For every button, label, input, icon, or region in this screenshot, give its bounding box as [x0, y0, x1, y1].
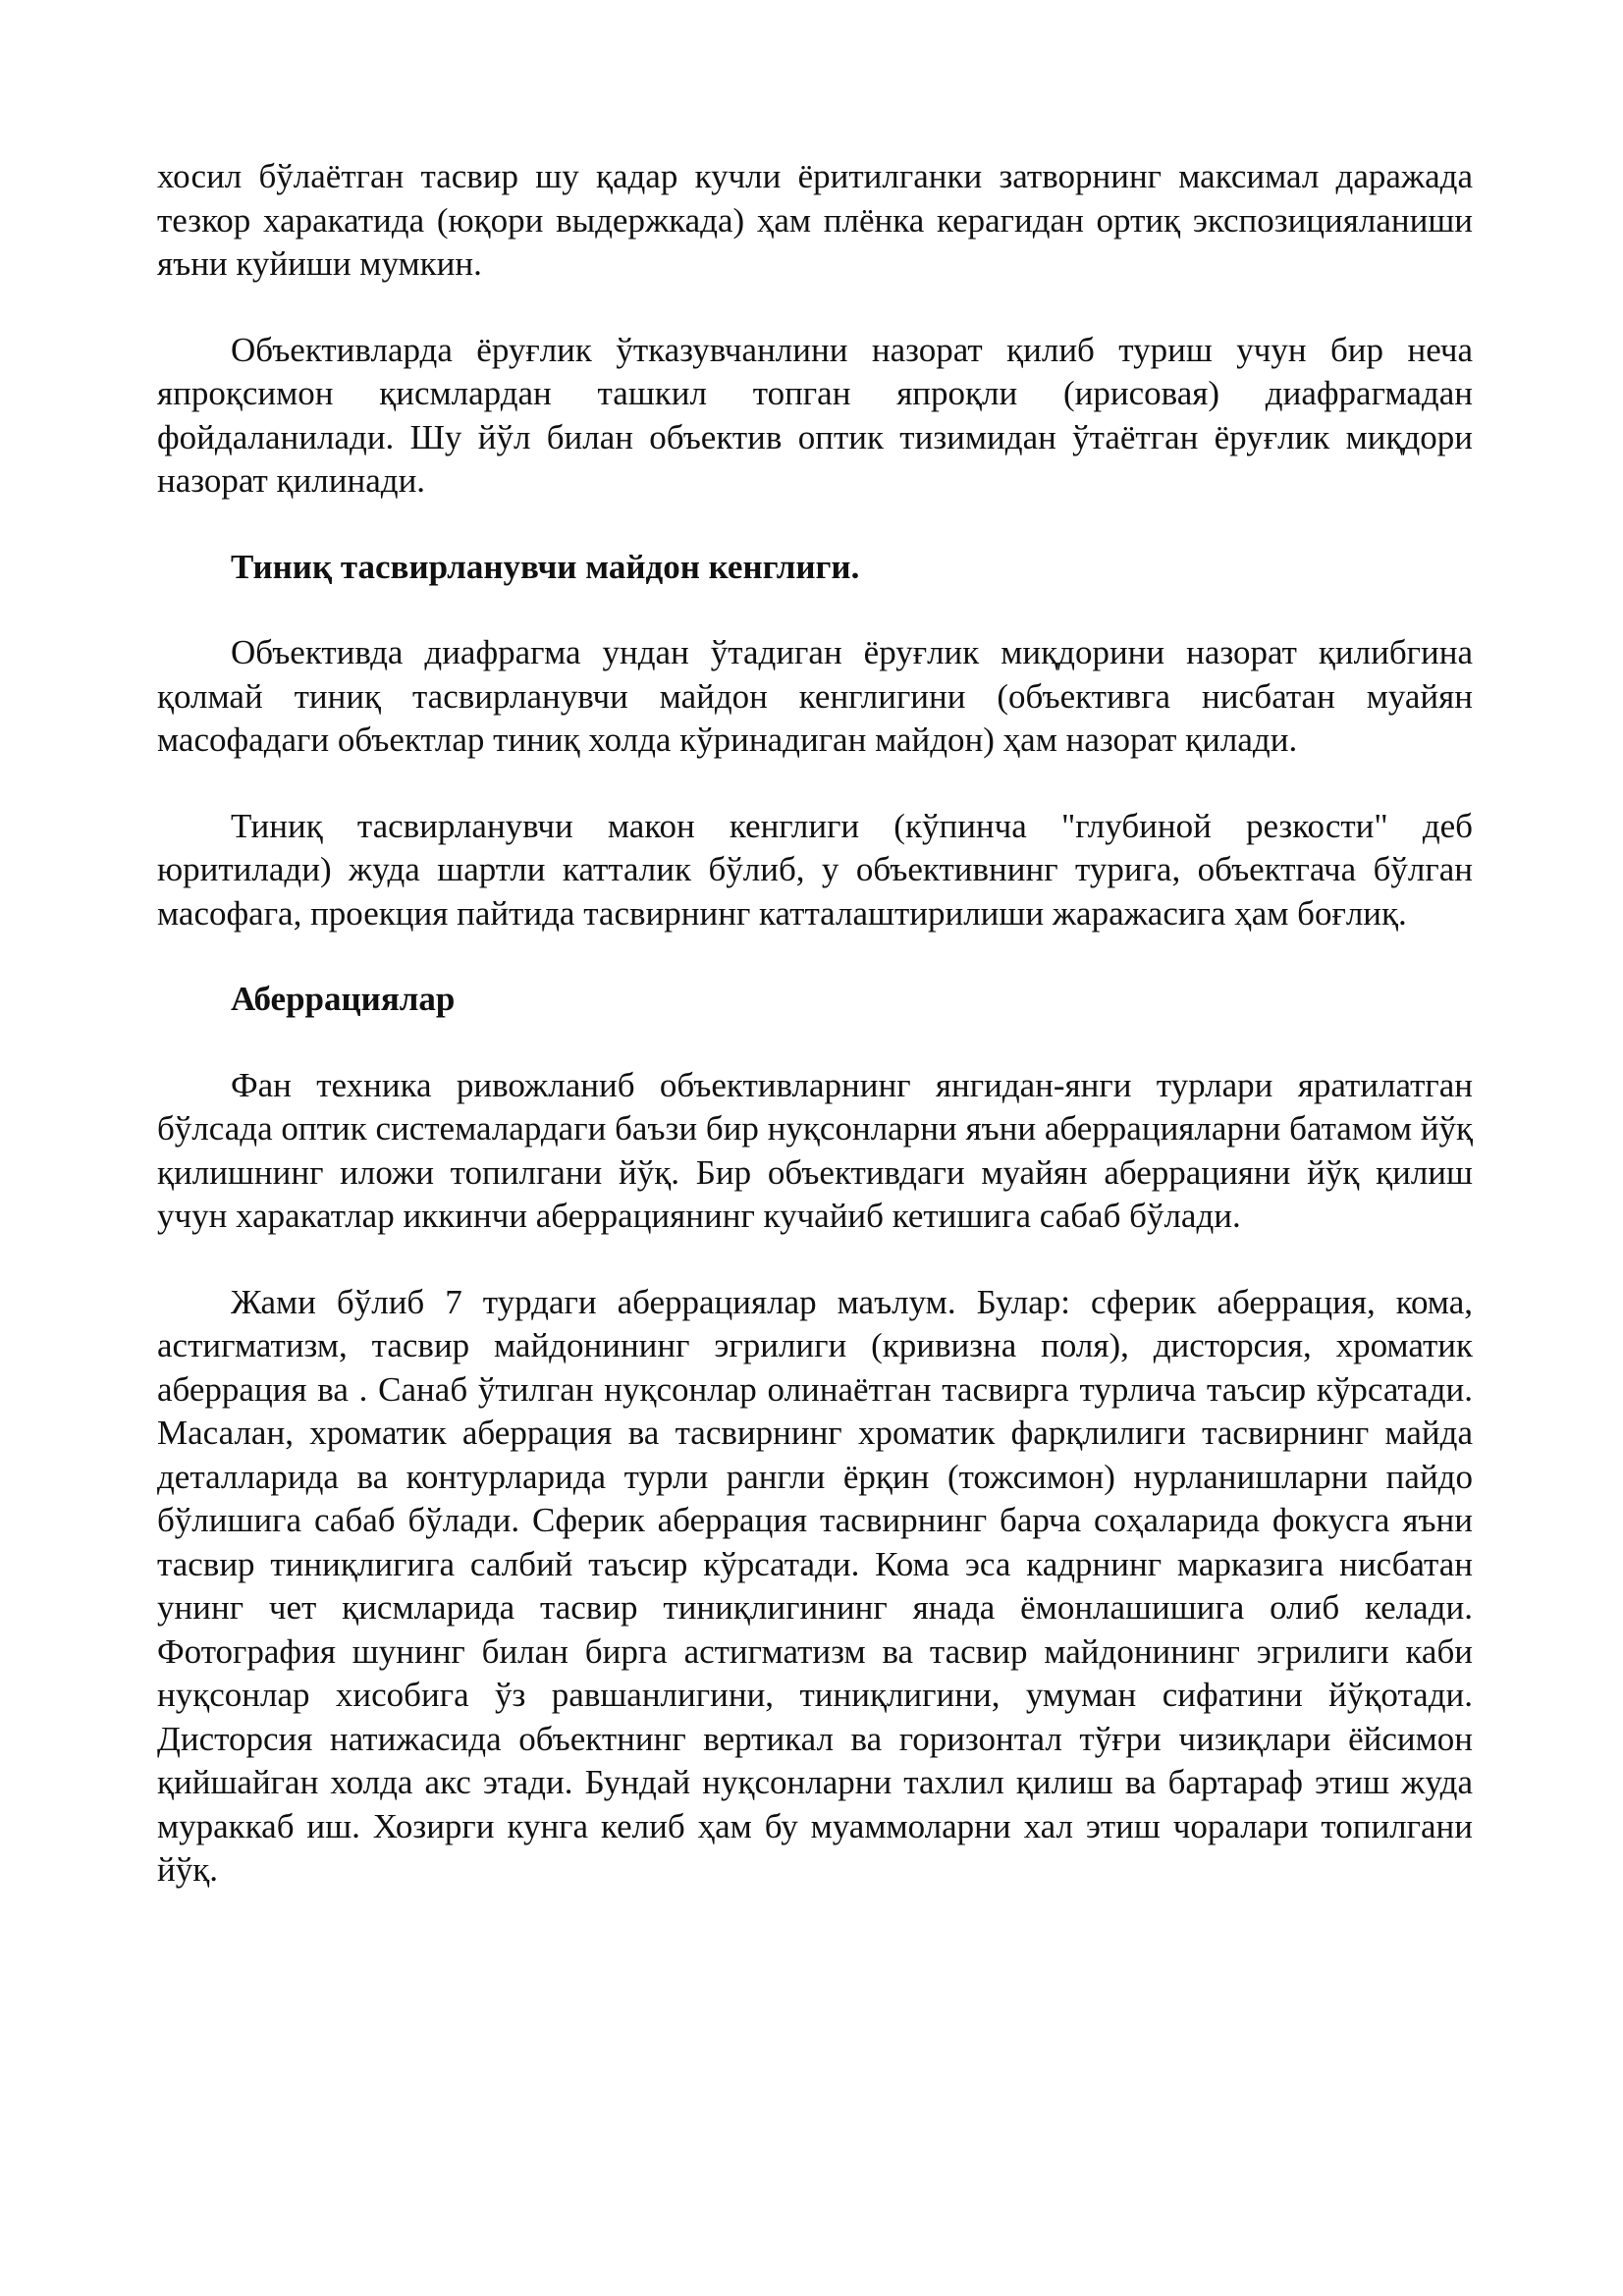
document-page	[157, 155, 1473, 1935]
paragraph-depth-control: Объективда диафрагма ундан ўтадиган ёруғлик миқдорини назорат қилибгина қолмай тиниқ тасвирланувчи майдон кенглигини (объективга нисбатан муайян масофадаги объектлар тиниқ холда кўринадиган майдон) ҳам назорат қилади.	[157, 633, 1473, 759]
paragraph-diaphragm: Объективларда ёруғлик ўтказувчанлини назорат қилиб туриш учун бир неча япроқсимон қисмлардан ташкил топган япроқли (ирисовая) диафрагмадан фойдаланилади. Шу йўл билан объектив оптик тизимидан ўтаётган ёруғлик миқдори назорат қилинади.	[157, 330, 1473, 500]
heading-depth-of-field: Тиниқ тасвирланувчи майдон кенглиги.	[231, 547, 860, 586]
paragraph-depth-definition: Тиниқ тасвирланувчи макон кенглиги (кўпинча "глубиной резкости" деб юритилади) жуда шартли катталик бўлиб, у объективнинг турига, объектгача бўлган масофага, проекция пайтида тасвирнинг катталаштирилиши жаражасига ҳам боғлиқ.	[157, 806, 1473, 933]
heading-aberrations: Аберрациялар	[231, 980, 456, 1018]
paragraph-aberration-types: Жами бўлиб 7 турдаги аберрациялар маълум. Булар: сферик аберрация, кома, астигматизм, тасвир майдонининг эгрилиги (кривизна поля), дисторсия, хроматик аберрация ва . Санаб ўтилган нуқсонлар олинаётган тасвирга турлича таъсир кўрсатади. Масалан, хроматик аберрация ва тасвирнинг хроматик фарқлилиги тасвирнинг майда деталларида ва контурларида турли рангли ёрқин (тожсимон) нурланишларни пайдо бўлишига сабаб бўлади. Сферик аберрация тасвирнинг барча соҳаларида фокусга яъни тасвир тиниқлигига салбий таъсир кўрсатади. Кома эса кадрнинг марказига нисбатан унинг чет қисмларида тасвир тиниқлигининг янада ёмонлашишига олиб келади. Фотография шунинг билан бирга астигматизм ва тасвир майдонининг эгрилиги каби нуқсонлар хисобига ўз равшанлигини, тиниқлигини, умуман сифатини йўқотади. Дисторсия натижасида объектнинг вертикал ва горизонтал тўғри чизиқлари ёйсимон қийшайган холда акс этади. Бундай нуқсонларни тахлил қилиш ва бартараф этиш жуда мураккаб иш. Хозирги кунга келиб ҳам бу муаммоларни хал этиш чоралари топилгани йўқ.	[157, 1282, 1473, 1889]
paragraph-aberrations-intro: Фан техника ривожланиб объективларнинг янгидан-янги турлари яратилатган бўлсада оптик системалардаги баъзи бир нуқсонларни яъни аберрацияларни батамом йўқ қилишнинг иложи топилгани йўқ. Бир объективдаги муайян аберрацияни йўқ қилиш учун харакатлар иккинчи аберрациянинг кучайиб кетишига сабаб бўлади.	[157, 1065, 1473, 1235]
paragraph-exposure: хосил бўлаётган тасвир шу қадар кучли ёритилганки затворнинг максимал даражада тезкор харакатида (юқори выдержкада) ҳам плёнка керагидан ортиқ экспозицияланиши яъни куйиши мумкин.	[157, 157, 1473, 283]
